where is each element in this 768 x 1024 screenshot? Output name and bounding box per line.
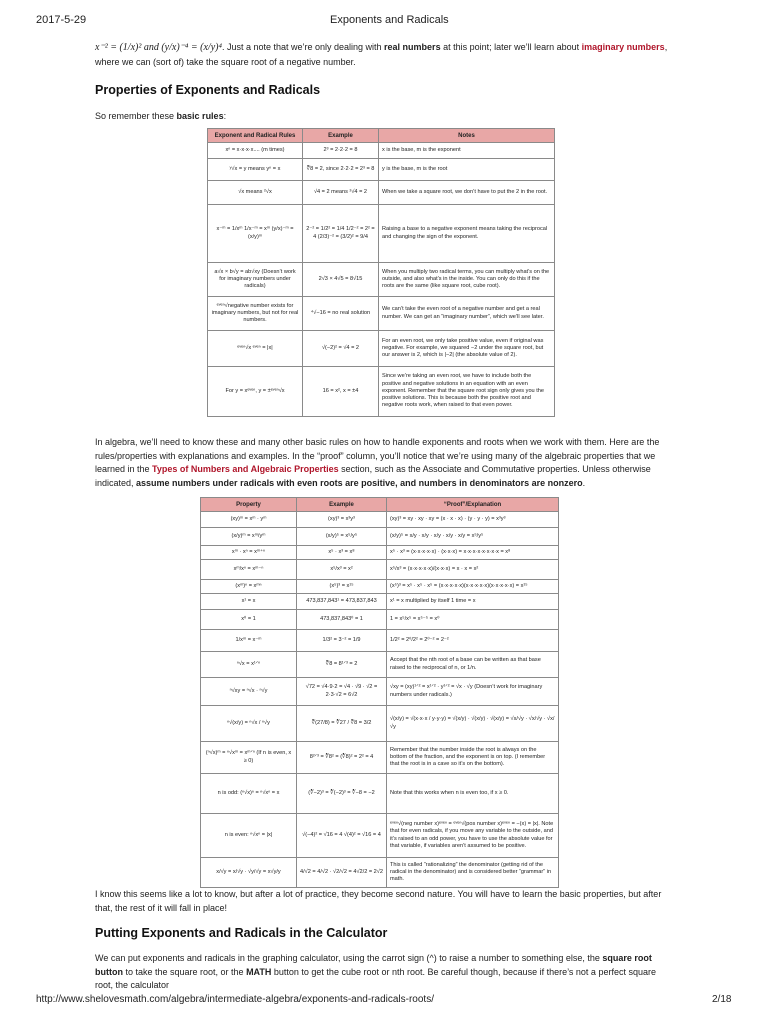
- table-row: [201, 512, 559, 528]
- table-row: [201, 742, 559, 774]
- notes-cell: y is the base, m is the root: [379, 159, 555, 181]
- table-row: [201, 528, 559, 546]
- notes-cell: When we take a square root, we don’t have to put the 2 in the root.: [379, 181, 555, 205]
- table-row: [201, 560, 559, 580]
- notes-cell: Raising a base to a negative exponent means taking the reciprocal and changing the sign of the exponent.: [379, 205, 555, 263]
- table-row: [208, 331, 555, 367]
- example-cell: (x⁵)³ = x¹⁵: [297, 580, 387, 594]
- bold-real-numbers: real numbers: [384, 42, 441, 52]
- intro-paragraph: x⁻² = (1/x)² and (y/x)⁻⁴ = (x/y)⁴. Just a note that we’re only dealing with real numbers at this point; later we’ll learn about imaginary numbers, where we can (sort of) take the square root of a negative number.: [95, 42, 668, 67]
- column-header-proof: “Proof”/Explanation: [387, 498, 559, 512]
- table-row: [201, 678, 559, 706]
- rules-lead: So remember these basic rules:: [95, 111, 227, 121]
- example-cell: x⁵ · x³ = x⁸: [297, 546, 387, 560]
- proof-cell: Note that this works when n is even too, if x ≥ 0.: [387, 774, 559, 814]
- proof-cell: Remember that the number inside the root is always on the bottom of the fraction, and the exponent is on top. (I remember that the root is in a cave so it’s on the bottom).: [387, 742, 559, 774]
- page-number: 2/18: [712, 994, 732, 1005]
- property-cell: (x/y)ᵐ = xᵐ/yᵐ: [201, 528, 297, 546]
- example-cell: ∛8 = 2, since 2·2·2 = 2³ = 8: [303, 159, 379, 181]
- table-row: [201, 774, 559, 814]
- column-header-property: Property: [201, 498, 297, 512]
- intro-formula: x⁻² = (1/x)² and (y/x)⁻⁴ = (x/y)⁴: [95, 42, 222, 53]
- calculator-paragraph: We can put exponents and radicals in the graphing calculator, using the carrot sign (^) to raise a number to something else, the square root button to take the square root, or the MATH button to get the cube root or nth root. Be careful though, because if there’s not a perfect square root, the calculator: [95, 953, 656, 990]
- column-header-rule: Exponent and Radical Rules: [208, 129, 303, 143]
- example-cell: 4/√2 = 4/√2 · √2/√2 = 4√2/2 = 2√2: [297, 858, 387, 888]
- proof-cell: (xy)³ = xy · xy · xy = (x · x · x) · (y · y · y) = x³y³: [387, 512, 559, 528]
- table-row: [201, 546, 559, 560]
- table-row: [208, 297, 555, 331]
- table-row: [208, 205, 555, 263]
- table-row: [201, 814, 559, 858]
- source-url: http://www.shelovesmath.com/algebra/intermediate-algebra/exponents-and-radicals-roots/: [36, 994, 434, 1005]
- example-cell: (x/y)⁵ = x⁵/y⁵: [297, 528, 387, 546]
- table-row: [201, 580, 559, 594]
- table-row: [201, 610, 559, 630]
- property-cell: x⁰ = 1: [201, 610, 297, 630]
- proof-cell: x¹ = x multiplied by itself 1 time = x: [387, 594, 559, 610]
- example-cell: (∛−2)³ = ∛(−2)³ = ∛−8 = −2: [297, 774, 387, 814]
- rules-header-row: [208, 129, 555, 143]
- property-cell: (xy)ᵐ = xᵐ · yᵐ: [201, 512, 297, 528]
- example-cell: ∛(27/8) = ∛27 / ∛8 = 3/2: [297, 706, 387, 742]
- table-row: [208, 143, 555, 159]
- algebra-paragraph: In algebra, we’ll need to know these and many other basic rules on how to handle exponents and roots when we work with them. Here are the rules/properties with explanations and examples. In the “proof” column, you’ll notice that we’re using many of the algebraic properties that we learned in the Types of Numbers and Algebraic Properties section, such as the Associate and Commutative properties. Unless otherwise indicated, assume numbers under radicals with even roots are positive, and numbers in denominators are nonzero.: [95, 437, 660, 488]
- property-cell: xᵐ/xⁿ = xᵐ⁻ⁿ: [201, 560, 297, 580]
- table-row: [208, 159, 555, 181]
- property-cell: ⁿ√xy = ⁿ√x · ⁿ√y: [201, 678, 297, 706]
- table-row: [201, 594, 559, 610]
- example-cell: 473,837,843¹ = 473,837,843: [297, 594, 387, 610]
- property-cell: x¹ = x: [201, 594, 297, 610]
- proof-cell: (x⁵)³ = x⁵ · x⁵ · x⁵ = (x·x·x·x·x)(x·x·x·x·x)(x·x·x·x·x) = x¹⁵: [387, 580, 559, 594]
- property-cell: ⁿ√x = x¹ᐟⁿ: [201, 652, 297, 678]
- property-cell: n is even: ⁿ√xⁿ = |x|: [201, 814, 297, 858]
- example-cell: (xy)³ = x³y³: [297, 512, 387, 528]
- proof-cell: ᵉᵛᵉⁿ√(neg number x)ᵉᵛᵉⁿ = ᵉᵛᵉⁿ√(pos number x)ᵉᵛᵉⁿ = −(x) = |x|. Note that for even radicals, if you move any variable to the outside, and it’s raised to an odd power, you have to use the absolute value for that variable, if variables aren’t assumed to be positive.: [387, 814, 559, 858]
- table-row: [201, 706, 559, 742]
- rule-cell: xⁿ = x·x·x·x.... (m times): [208, 143, 303, 159]
- column-header-example: Example: [297, 498, 387, 512]
- property-cell: (xᵐ)ⁿ = xᵐⁿ: [201, 580, 297, 594]
- table-row: [208, 181, 555, 205]
- property-cell: n is odd: (ⁿ√x)ⁿ = ⁿ√xⁿ = x: [201, 774, 297, 814]
- property-cell: xᵐ · xⁿ = xᵐ⁺ⁿ: [201, 546, 297, 560]
- table-row: [201, 652, 559, 678]
- example-cell: ⁴√−16 = no real solution: [303, 297, 379, 331]
- notes-cell: We can’t take the even root of a negative number and get a real number. We can get an “imaginary number”, which we’ll see later.: [379, 297, 555, 331]
- proof-cell: 1/2² = 2⁰/2² = 2⁰⁻² = 2⁻²: [387, 630, 559, 652]
- section-title-calculator: Putting Exponents and Radicals in the Calculator: [95, 926, 388, 940]
- rule-cell: ᵉᵛᵉⁿ√negative number exists for imaginary numbers, but not for real numbers.: [208, 297, 303, 331]
- example-cell: 2³ = 2·2·2 = 8: [303, 143, 379, 159]
- proof-cell: x⁵ · x³ = (x·x·x·x·x) · (x·x·x) = x·x·x·x·x·x·x·x = x⁸: [387, 546, 559, 560]
- table-row: [201, 630, 559, 652]
- practice-paragraph: I know this seems like a lot to know, but after a lot of practice, they become second nature. You will have to learn the basic properties, but after that, the rest of it will fall in place!: [95, 889, 662, 913]
- notes-cell: Since we’re taking an even root, we have to include both the positive and negative solutions in an equation with an even exponent. Remember that the square root sign only gives you the positive solutions. This is because both the positive root and negative roots work, when raised to that even power.: [379, 367, 555, 417]
- example-cell: x⁵/x³ = x²: [297, 560, 387, 580]
- rule-cell: a√x × b√y = ab√xy (Doesn’t work for imaginary numbers under radicals): [208, 263, 303, 297]
- property-cell: (ⁿ√x)ᵐ = ⁿ√xᵐ = xᵐᐟⁿ (If n is even, x ≥ 0): [201, 742, 297, 774]
- rule-cell: ᵉᵛᵉⁿ√x ᵉᵛᵉⁿ = |x|: [208, 331, 303, 367]
- example-cell: 8²ᐟ³ = ∛8² = (∛8)² = 2² = 4: [297, 742, 387, 774]
- column-header-notes: Notes: [379, 129, 555, 143]
- table-row: [208, 263, 555, 297]
- notes-cell: For an even root, we only take positive value, even if original was negative. For example, we squared −2 under the square root, but our answer is 2, which is |−2| (the absolute value of 2).: [379, 331, 555, 367]
- proof-cell: x⁵/x³ = (x·x·x·x·x)/(x·x·x) = x · x = x²: [387, 560, 559, 580]
- rule-cell: For y = xᵉᵛᵉⁿ, y = ±ᵉᵛᵉⁿ√x: [208, 367, 303, 417]
- section-title-properties: Properties of Exponents and Radicals: [95, 83, 321, 97]
- property-cell: x/√y = x/√y · √y/√y = x√y/y: [201, 858, 297, 888]
- example-cell: ∛8 = 8¹ᐟ³ = 2: [297, 652, 387, 678]
- proof-cell: Accept that the nth root of a base can be written as that base raised to the reciprocal of n, or 1/n.: [387, 652, 559, 678]
- print-date: 2017-5-29: [36, 14, 87, 26]
- proof-cell: √(x/y) = √(x·x·x / y·y·y) = √(x/y) · √(x/y) · √(x/y) = √x/√y · √x/√y · √x/√y: [387, 706, 559, 742]
- example-cell: √(−2)² = √4 = 2: [303, 331, 379, 367]
- example-cell: √72 = √4·9·2 = √4 · √9 · √2 = 2·3·√2 = 6√2: [297, 678, 387, 706]
- proof-cell: This is called “rationalizing” the denominator (getting rid of the radical in the denominator) and is considered better “grammar” in math.: [387, 858, 559, 888]
- example-cell: 2√3 × 4√5 = 8√15: [303, 263, 379, 297]
- rules-table: [207, 128, 555, 417]
- link-imaginary-numbers[interactable]: imaginary numbers: [581, 42, 665, 52]
- example-cell: 16 = x², x = ±4: [303, 367, 379, 417]
- rule-cell: √x means ²√x: [208, 181, 303, 205]
- proof-cell: (x/y)⁵ = x/y · x/y · x/y · x/y · x/y = x⁵/y⁵: [387, 528, 559, 546]
- property-cell: ⁿ√(x/y) = ⁿ√x / ⁿ√y: [201, 706, 297, 742]
- example-cell: √4 = 2 means ²√4 = 2: [303, 181, 379, 205]
- proof-cell: √xy = (xy)¹ᐟ² = x¹ᐟ² · y¹ᐟ² = √x · √y (Doesn’t work for imaginary numbers under radicals.): [387, 678, 559, 706]
- proof-cell: 1 = x⁵/x⁵ = x⁵⁻⁵ = x⁰: [387, 610, 559, 630]
- notes-cell: x is the base, m is the exponent: [379, 143, 555, 159]
- property-cell: 1/xᵐ = x⁻ᵐ: [201, 630, 297, 652]
- example-cell: 473,837,843⁰ = 1: [297, 610, 387, 630]
- props-header-row: [201, 498, 559, 512]
- rule-cell: x⁻ᵐ = 1/xᵐ 1/x⁻ᵐ = xᵐ (y/x)⁻ᵐ = (x/y)ᵐ: [208, 205, 303, 263]
- example-cell: 1/3² = 3⁻² = 1/9: [297, 630, 387, 652]
- column-header-example: Example: [303, 129, 379, 143]
- example-cell: 2⁻² = 1/2² = 1/4 1/2⁻² = 2² = 4 (2/3)⁻² = (3/2)² = 9/4: [303, 205, 379, 263]
- rule-cell: ʸ√x = y means yⁿ = x: [208, 159, 303, 181]
- notes-cell: When you multiply two radical terms, you can multiply what’s on the outside, and also what’s in the inside. You can only do this if the roots are the same (like square root, cube root).: [379, 263, 555, 297]
- table-row: [208, 367, 555, 417]
- link-types-of-numbers[interactable]: Types of Numbers and Algebraic Properties: [152, 464, 339, 474]
- print-title: Exponents and Radicals: [330, 14, 449, 26]
- example-cell: √(−4)² = √16 = 4 √(4)² = √16 = 4: [297, 814, 387, 858]
- table-row: [201, 858, 559, 888]
- properties-table: [200, 497, 559, 888]
